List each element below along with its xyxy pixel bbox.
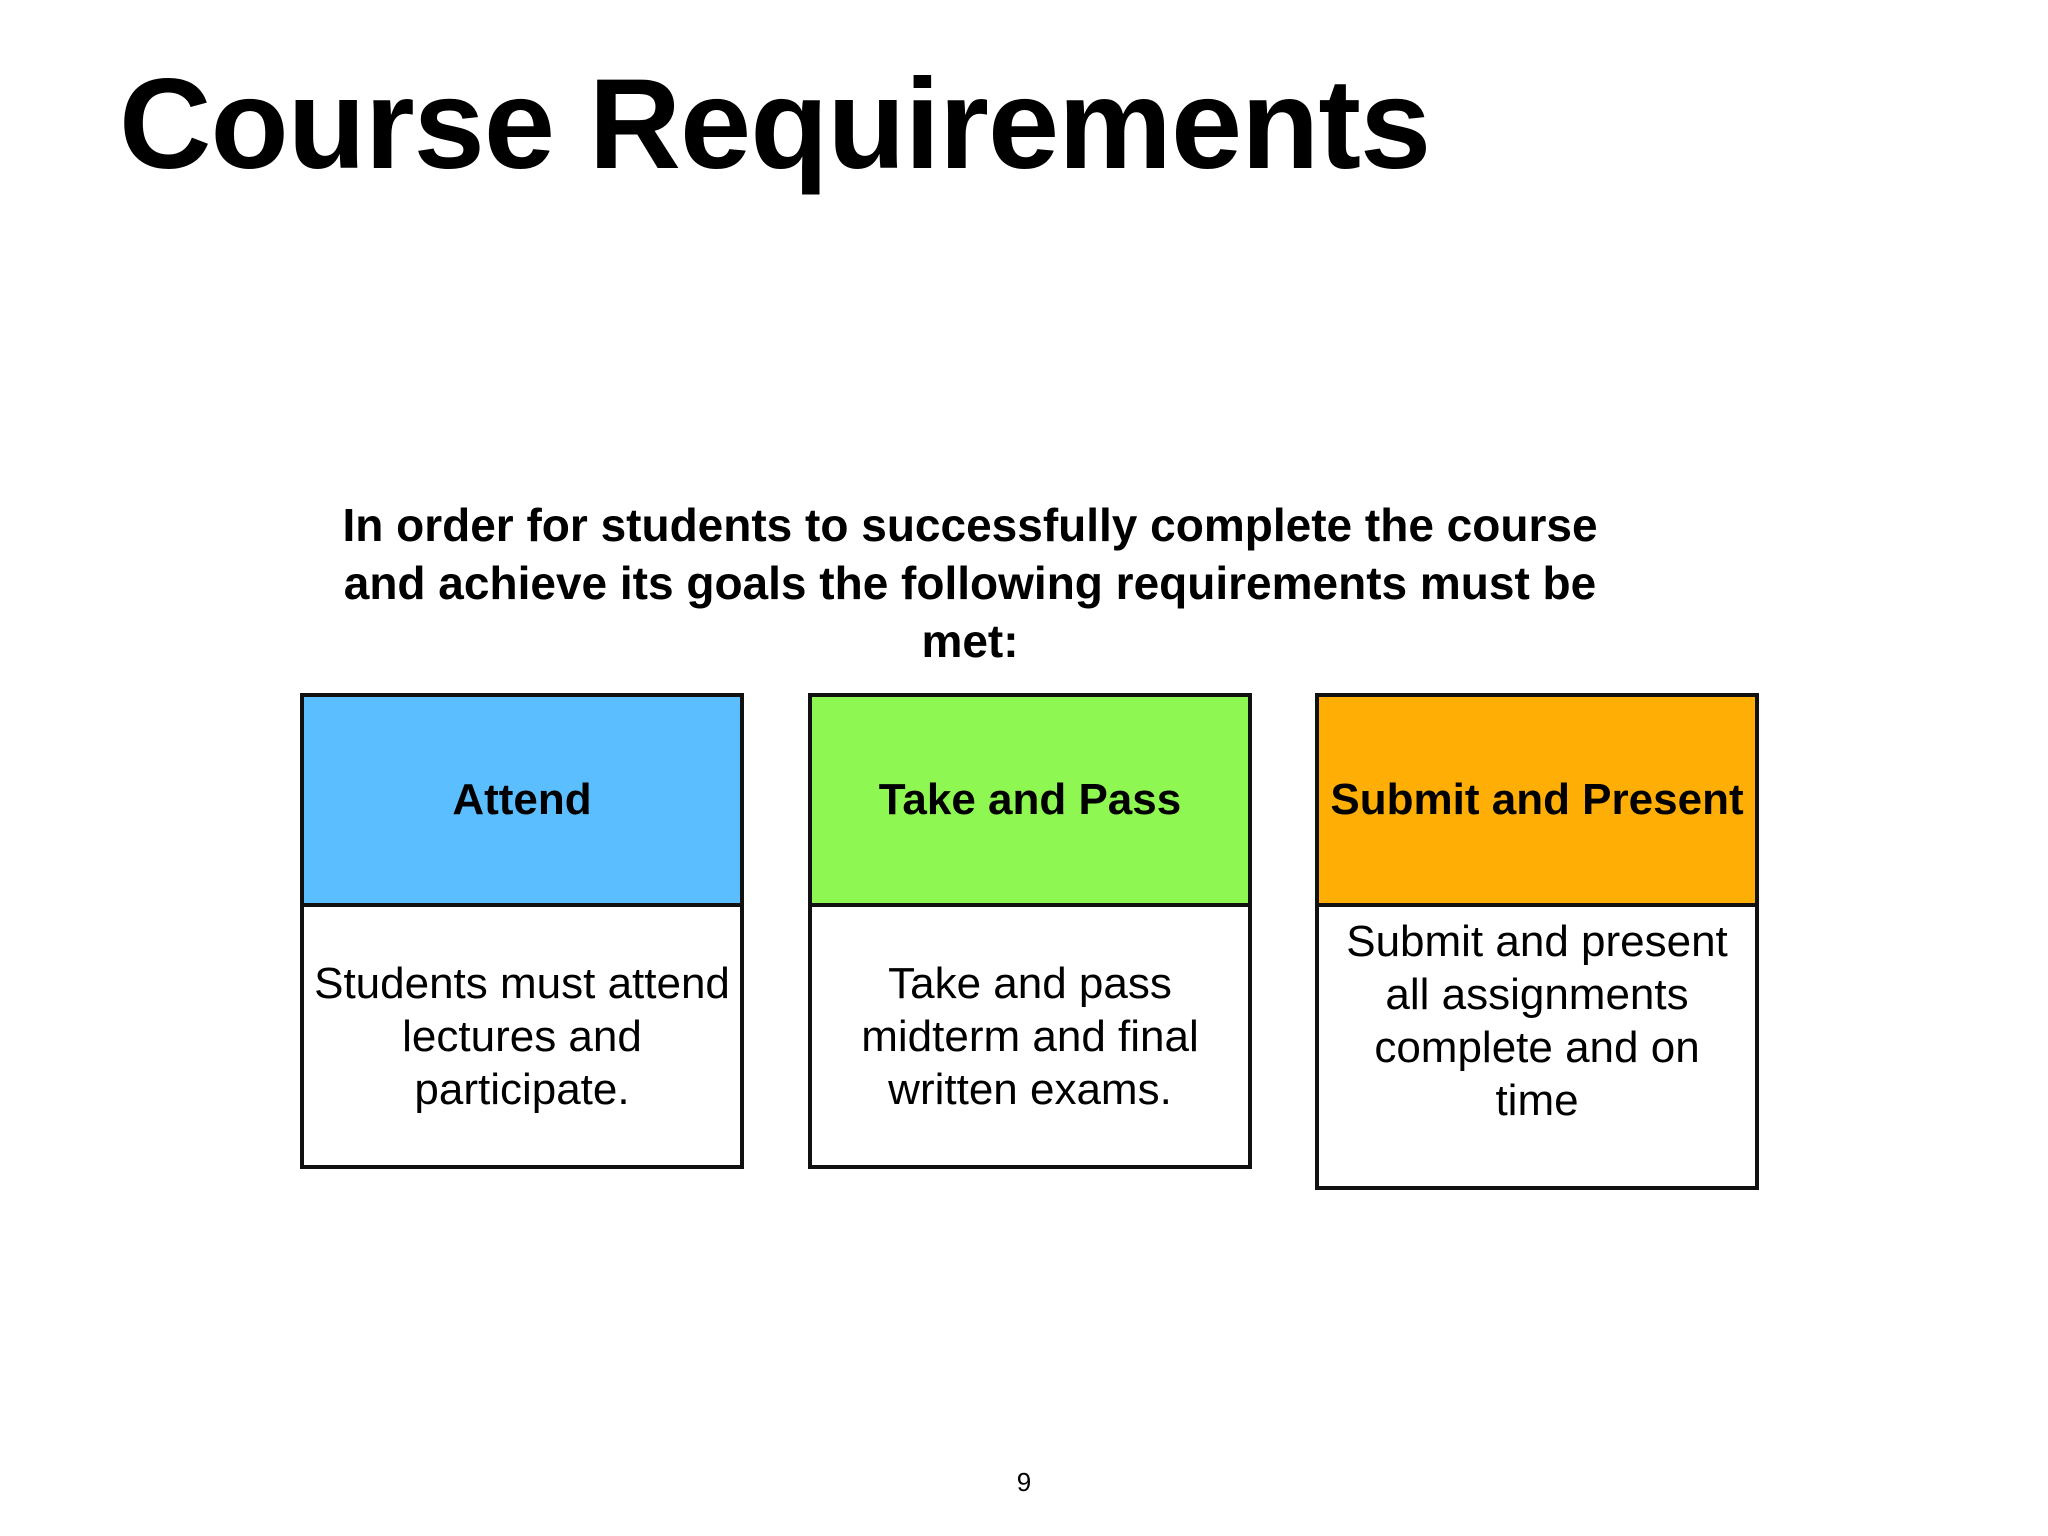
card-description: Submit and present all assignments complete and on time	[1346, 917, 1728, 1125]
requirement-card-take-and-pass	[808, 693, 1252, 1169]
card-description: Students must attend lectures and participate.	[314, 958, 730, 1114]
page-number: 9	[1016, 1467, 1032, 1497]
slide-title: Course Requirements	[119, 53, 1431, 196]
card-body	[304, 907, 740, 1165]
card-header	[1319, 697, 1755, 907]
card-heading: Submit and Present	[1330, 775, 1744, 824]
card-header	[304, 697, 740, 907]
card-heading: Take and Pass	[878, 775, 1182, 824]
card-body	[812, 907, 1248, 1165]
card-body	[1319, 907, 1755, 1186]
card-description: Take and pass midterm and final written exams.	[861, 958, 1199, 1114]
intro-text: In order for students to successfully complete the course and achieve its goals the following requirements must be met:	[342, 499, 1598, 667]
card-header	[812, 697, 1248, 907]
requirement-card-attend	[300, 693, 744, 1169]
requirement-card-submit-and-present	[1315, 693, 1759, 1190]
card-heading: Attend	[452, 775, 592, 824]
